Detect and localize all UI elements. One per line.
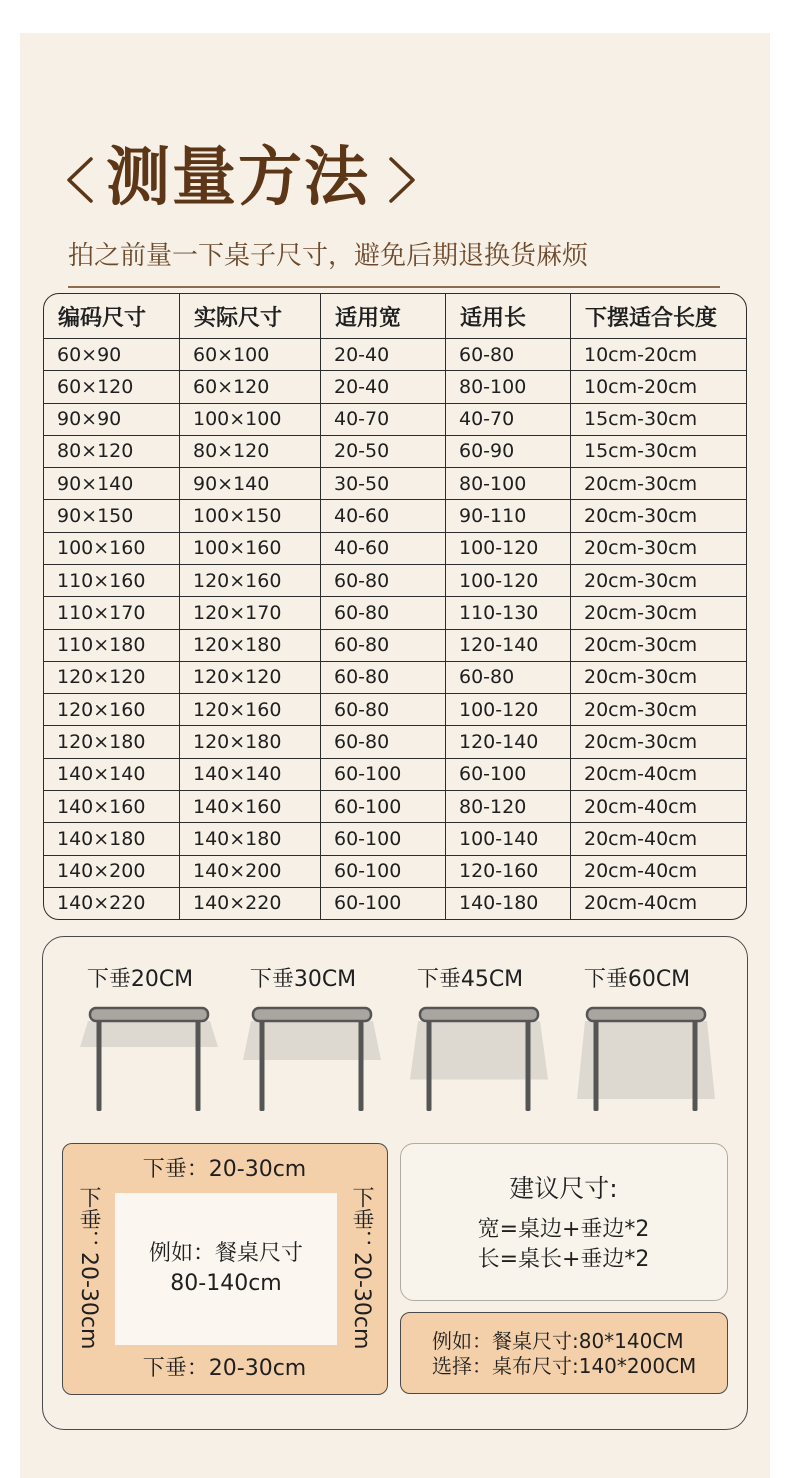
width-formula: 宽=桌边+垂边*2 (477, 1217, 650, 1242)
table-leg (693, 1020, 698, 1111)
example-cloth-line: 选择：桌布尺寸:140*200CM (432, 1354, 697, 1378)
table-cell: 140-180 (446, 888, 571, 919)
suggestion-box (400, 1143, 728, 1301)
length-formula: 长=桌长+垂边*2 (477, 1247, 650, 1272)
table-row (44, 662, 746, 694)
table-cell: 80-100 (446, 371, 571, 402)
table-leg (196, 1020, 201, 1111)
table-cell: 140×200 (44, 856, 180, 887)
table-cell: 90×140 (180, 468, 321, 499)
table-cell: 40-60 (321, 533, 446, 564)
table-cell: 20cm-30cm (584, 666, 698, 689)
table-cell: 110-130 (446, 597, 571, 628)
table-cell: 120×180 (180, 630, 321, 661)
table-cell: 20cm-40cm (584, 827, 698, 850)
table-top (587, 1008, 705, 1021)
table-drop-icon (571, 1006, 721, 1116)
drop-label: 下垂45CM (416, 967, 524, 992)
table-cell: 90×140 (44, 468, 180, 499)
table-cell: 30-50 (321, 468, 446, 499)
drop-label-right: 下垂：20-30cm (349, 1186, 374, 1350)
table-cell: 120×160 (44, 694, 180, 725)
table-row (44, 694, 746, 726)
table-cell: 100-140 (446, 823, 571, 854)
table-cell: 140×180 (44, 823, 180, 854)
table-cell: 20-40 (321, 371, 446, 402)
table-leg (260, 1020, 265, 1111)
drop-example (562, 962, 732, 1122)
table-cell: 120-140 (446, 630, 571, 661)
table-cell: 140×160 (180, 791, 321, 822)
table-cell: 100-120 (446, 694, 571, 725)
table-cell: 60-100 (321, 823, 446, 854)
table-row (44, 726, 746, 758)
drop-label-bottom: 下垂：20-30cm (142, 1356, 307, 1381)
table-row (44, 597, 746, 629)
table-row (44, 404, 746, 436)
table-row (44, 759, 746, 791)
table-cell: 20cm-30cm (584, 634, 698, 657)
table-cell: 20cm-40cm (584, 795, 698, 818)
table-row (44, 533, 746, 565)
table-drop-icon (404, 1006, 554, 1116)
table-row (44, 468, 746, 500)
table-cell: 90×150 (44, 500, 180, 531)
drop-example (228, 962, 398, 1122)
table-leg (526, 1020, 531, 1111)
table-cell: 60-80 (446, 662, 571, 693)
table-header-cell: 编码尺寸 (44, 294, 180, 338)
table-drop-icon (237, 1006, 387, 1116)
table-cell: 10cm-20cm (584, 343, 698, 366)
table-cell: 10cm-20cm (584, 375, 698, 398)
table-cell: 60-100 (321, 888, 446, 919)
table-cell: 120×120 (180, 662, 321, 693)
table-cell: 60×120 (44, 371, 180, 402)
table-cell: 60-100 (321, 791, 446, 822)
table-cell: 140×160 (44, 791, 180, 822)
table-cell: 100×150 (180, 500, 321, 531)
table-top (90, 1008, 208, 1021)
table-cell: 20cm-30cm (584, 601, 698, 624)
drop-label: 下垂60CM (583, 967, 691, 992)
table-cell: 140×220 (180, 888, 321, 919)
example-box (400, 1312, 728, 1394)
table-cell: 60×120 (180, 371, 321, 402)
table-cell: 80-100 (446, 468, 571, 499)
table-cell: 20cm-40cm (584, 860, 698, 883)
table-cell: 120×120 (44, 662, 180, 693)
table-row (44, 888, 746, 919)
table-cell: 90-110 (446, 500, 571, 531)
table-cell: 20-40 (321, 339, 446, 370)
table-cell: 100-120 (446, 565, 571, 596)
table-row (44, 565, 746, 597)
table-cell: 110×170 (44, 597, 180, 628)
table-cell: 20cm-30cm (584, 505, 698, 528)
table-cell: 140×140 (180, 759, 321, 790)
table-cell: 110×160 (44, 565, 180, 596)
table-cell: 80×120 (44, 436, 180, 467)
table-surface (115, 1193, 337, 1345)
table-cell: 15cm-30cm (584, 408, 698, 431)
table-cell: 20cm-30cm (584, 537, 698, 560)
table-row (44, 500, 746, 532)
table-cell: 60-80 (321, 630, 446, 661)
table-cell: 20cm-40cm (584, 763, 698, 786)
page-subtitle: 拍之前量一下桌子尺寸，避免后期退换货麻烦 (68, 241, 589, 271)
example-table-caption: 例如：餐桌尺寸 (148, 1241, 303, 1266)
table-cell: 20cm-30cm (584, 569, 698, 592)
table-header-cell: 实际尺寸 (180, 294, 321, 338)
table-cell: 100-120 (446, 533, 571, 564)
table-cell: 60-80 (321, 694, 446, 725)
table-drop-icon (74, 1006, 224, 1116)
table-cell: 60-80 (321, 597, 446, 628)
table-cell: 90×90 (44, 404, 180, 435)
chevron-right-icon (388, 157, 416, 203)
table-leg (97, 1020, 102, 1111)
table-cell: 60-80 (321, 662, 446, 693)
table-cell: 120×160 (180, 694, 321, 725)
table-row (44, 436, 746, 468)
table-cell: 100×160 (44, 533, 180, 564)
table-cell: 120×170 (180, 597, 321, 628)
table-cell: 60-80 (446, 339, 571, 370)
table-cell: 60×90 (44, 339, 180, 370)
table-leg (359, 1020, 364, 1111)
table-row (44, 371, 746, 403)
table-cell: 120×180 (44, 726, 180, 757)
page-title: 测量方法 (106, 141, 370, 215)
suggestion-title: 建议尺寸: (509, 1174, 618, 1203)
chevron-left-icon (66, 157, 94, 203)
table-row (44, 339, 746, 371)
table-row (44, 630, 746, 662)
drop-example (395, 962, 565, 1122)
table-cell: 120×160 (180, 565, 321, 596)
size-table (43, 293, 747, 920)
table-row (44, 823, 746, 855)
table-cell: 60-90 (446, 436, 571, 467)
drop-label-left: 下垂：20-30cm (76, 1186, 101, 1350)
table-cell: 60-100 (446, 759, 571, 790)
table-cell: 110×180 (44, 630, 180, 661)
table-cell: 40-60 (321, 500, 446, 531)
drop-label: 下垂30CM (249, 967, 357, 992)
table-cell: 20cm-30cm (584, 472, 698, 495)
table-cell: 40-70 (446, 404, 571, 435)
table-cell: 80-120 (446, 791, 571, 822)
table-leg (594, 1020, 599, 1111)
table-cell: 120-160 (446, 856, 571, 887)
table-row (44, 856, 746, 888)
table-cell: 80×120 (180, 436, 321, 467)
table-header-cell: 下摆适合长度 (585, 305, 718, 331)
table-cell: 140×140 (44, 759, 180, 790)
table-header-row (44, 294, 746, 339)
table-cell: 140×220 (44, 888, 180, 919)
drop-label-top: 下垂：20-30cm (142, 1157, 307, 1182)
tablecloth-diagram (62, 1143, 388, 1395)
drop-label: 下垂20CM (86, 967, 194, 992)
table-cell: 140×180 (180, 823, 321, 854)
table-cell: 40-70 (321, 404, 446, 435)
table-cell: 20cm-30cm (584, 731, 698, 754)
subtitle-underline (68, 286, 720, 288)
example-table-line: 例如：餐桌尺寸:80*140CM (432, 1329, 684, 1353)
table-cell: 100×160 (180, 533, 321, 564)
table-top (420, 1008, 538, 1021)
table-cell: 60-100 (321, 759, 446, 790)
table-cell: 20cm-30cm (584, 698, 698, 721)
table-cell: 60-80 (321, 726, 446, 757)
table-cell: 60-100 (321, 856, 446, 887)
table-cell: 120-140 (446, 726, 571, 757)
table-cell: 20cm-40cm (584, 892, 698, 915)
table-leg (427, 1020, 432, 1111)
table-header-cell: 适用长 (446, 294, 571, 338)
table-cell: 60-80 (321, 565, 446, 596)
table-cell: 20-50 (321, 436, 446, 467)
drop-example (65, 962, 235, 1122)
table-cell: 100×100 (180, 404, 321, 435)
table-cell: 120×180 (180, 726, 321, 757)
table-cell: 60×100 (180, 339, 321, 370)
table-cell: 15cm-30cm (584, 440, 698, 463)
table-cell: 140×200 (180, 856, 321, 887)
table-header-cell: 适用宽 (321, 294, 446, 338)
table-top (253, 1008, 371, 1021)
table-row (44, 791, 746, 823)
example-table-size: 80-140cm (170, 1271, 282, 1296)
